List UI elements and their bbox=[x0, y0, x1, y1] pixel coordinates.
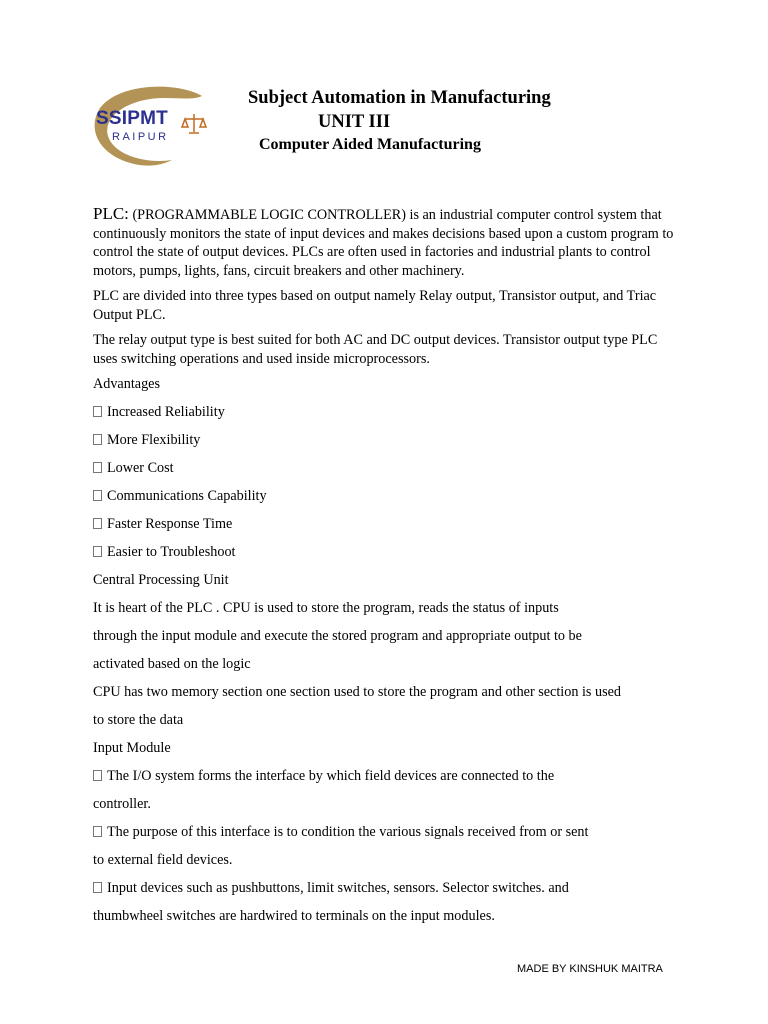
types-paragraph: PLC are divided into three types based on output namely Relay output, Transistor output, and Triac Output PLC. bbox=[93, 288, 657, 323]
text-line: through the input module and execute the stored program and appropriate output to be bbox=[93, 628, 582, 644]
list-item: Lower Cost bbox=[93, 454, 683, 482]
text-line: to external field devices. bbox=[93, 852, 233, 868]
bullet-icon bbox=[93, 770, 102, 781]
bullet-icon bbox=[93, 546, 102, 557]
text-line: It is heart of the PLC . CPU is used to store the program, reads the status of inputs bbox=[93, 600, 559, 616]
topic-title: Computer Aided Manufacturing bbox=[259, 136, 481, 153]
cpu-heading: Central Processing Unit bbox=[93, 572, 229, 588]
list-item: Increased Reliability bbox=[93, 398, 683, 426]
text-line: controller. bbox=[93, 796, 151, 812]
intro-paragraph bbox=[93, 205, 683, 280]
list-item: Faster Response Time bbox=[93, 510, 683, 538]
list-item: Communications Capability bbox=[93, 482, 683, 510]
bullet-icon bbox=[93, 490, 102, 501]
advantages-heading: Advantages bbox=[93, 376, 160, 392]
bullet-icon bbox=[93, 882, 102, 893]
list-item: More Flexibility bbox=[93, 426, 683, 454]
text-line: Input devices such as pushbuttons, limit switches, sensors. Selector switches. and bbox=[93, 874, 683, 902]
text-line: thumbwheel switches are hardwired to terminals on the input modules. bbox=[93, 908, 495, 924]
bullet-icon bbox=[93, 434, 102, 445]
document-body bbox=[93, 205, 683, 930]
text-line: activated based on the logic bbox=[93, 656, 251, 672]
logo-name: SSIPMT bbox=[96, 108, 168, 129]
intro-text: (PROGRAMMABLE LOGIC CONTROLLER) is an industrial computer control system that continuously monitors the state of input devices and makes decisions based upon a custom program to control the state of output devices. PLCs are often used in factories and industrial plants to control motors, pumps, lights, fans, circuit breakers and other machinery. bbox=[93, 207, 674, 279]
bullet-icon bbox=[93, 406, 102, 417]
subject-title: Subject Automation in Manufacturing bbox=[248, 88, 551, 108]
text-line: CPU has two memory section one section used to store the program and other section is used bbox=[93, 684, 621, 700]
relay-paragraph: The relay output type is best suited for both AC and DC output devices. Transistor output type PLC uses switching operations and used inside microprocessors. bbox=[93, 332, 658, 367]
bullet-icon bbox=[93, 518, 102, 529]
bullet-icon bbox=[93, 462, 102, 473]
logo-city: RAIPUR bbox=[112, 131, 169, 143]
unit-title: UNIT III bbox=[318, 112, 391, 132]
text-line: The purpose of this interface is to condition the various signals received from or sent bbox=[93, 818, 683, 846]
text-line: The I/O system forms the interface by which field devices are connected to the bbox=[93, 762, 683, 790]
plc-label: PLC: bbox=[93, 204, 129, 223]
ssipmt-logo bbox=[90, 86, 218, 166]
footer-credit: MADE BY KINSHUK MAITRA bbox=[517, 963, 663, 975]
input-module-heading: Input Module bbox=[93, 740, 171, 756]
bullet-icon bbox=[93, 826, 102, 837]
text-line: to store the data bbox=[93, 712, 184, 728]
list-item: Easier to Troubleshoot bbox=[93, 538, 683, 566]
